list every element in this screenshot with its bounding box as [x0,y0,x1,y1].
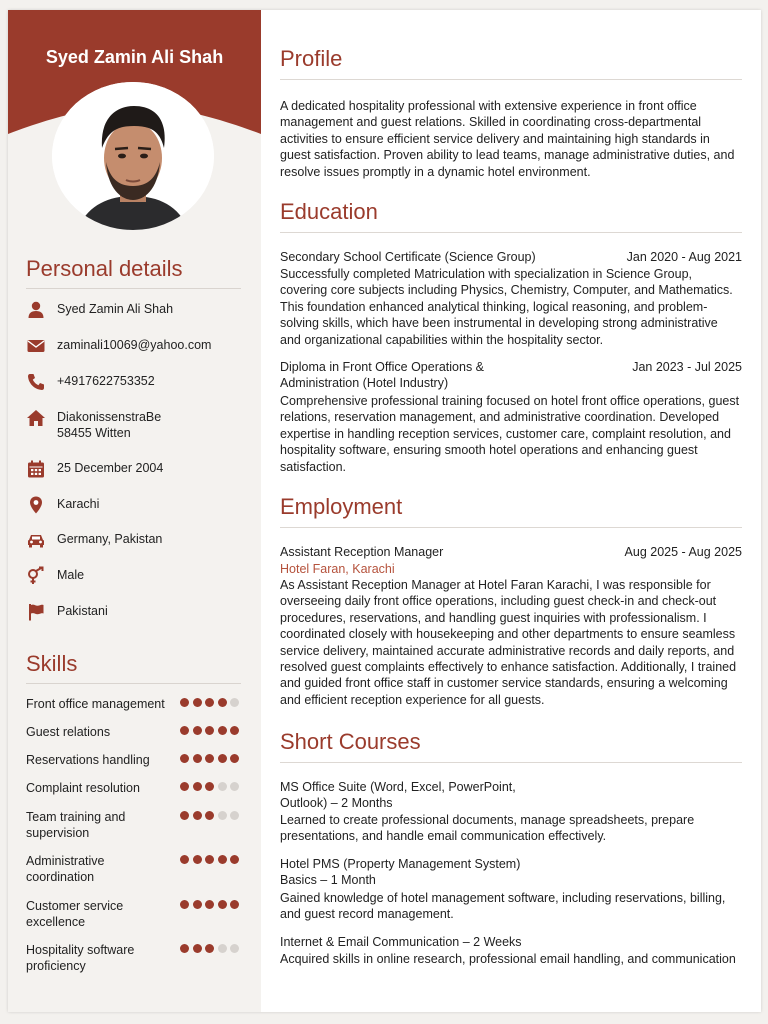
education-title-1: Secondary School Certificate (Science Group) [280,250,536,264]
divider [280,762,742,763]
divider [26,683,241,684]
course-title-1: MS Office Suite (Word, Excel, PowerPoint, Outlook) – 2 Months [280,780,516,811]
course-title-3: Internet & Email Communication – 2 Weeks [280,935,522,949]
rating-dot-filled [193,726,202,735]
rating-dot-filled [193,811,202,820]
rating-dot-filled [218,726,227,735]
rating-dot-empty [218,782,227,791]
personal-name-item: Syed Zamin Ali Shah [26,300,251,320]
skill-rating [180,900,243,909]
rating-dot-filled [230,900,239,909]
skill-item: Administrative coordination [26,853,251,885]
divider [26,288,241,289]
course-text-2: Gained knowledge of hotel management software, including reservations, billing, and guest record management. [280,891,726,922]
divider [280,527,742,528]
rating-dot-filled [218,855,227,864]
employment-role: Assistant Reception Manager [280,545,444,559]
rating-dot-filled [230,726,239,735]
course-text-3: Acquired skills in online research, professional email handling, and communication [280,952,736,966]
rating-dot-empty [230,698,239,707]
profile-photo [52,82,214,230]
rating-dot-filled [205,726,214,735]
rating-dot-filled [180,811,189,820]
personal-birthplace-item: Karachi [26,495,251,515]
rating-dot-filled [205,811,214,820]
skill-rating [180,726,243,735]
employment-entry-head [280,544,742,560]
rating-dot-filled [230,855,239,864]
employment-text: As Assistant Reception Manager at Hotel Faran Karachi, I was responsible for overseeing daily front office operations, including guest check-in and check-out procedures, reservations, and handling guest inquiries with professionalism. I coordinated closely with housekeeping and other departments to ensure seamless service delivery, maintained accurate administrative records and daily reports, and resolved guest complaints effectively to enhance satisfaction. Additionally, I trained and guided front office staff in customer service standards, ensuring a welcoming and efficient reception experience for all guests. [280,578,737,707]
profile-title: Profile [280,46,343,71]
employment-employer: Hotel Faran, Karachi [280,562,395,576]
rating-dot-empty [230,782,239,791]
rating-dot-filled [205,900,214,909]
education-date-1: Jan 2020 - Aug 2021 [626,250,742,264]
personal-nationality-item: Pakistani [26,602,251,622]
phone-icon [26,372,46,392]
calendar-icon [26,459,46,479]
resume-page [8,10,761,1012]
location-pin-icon [26,495,46,515]
skill-item: Reservations handling [26,752,251,768]
education-entry-head [280,359,742,392]
rating-dot-filled [180,782,189,791]
rating-dot-filled [193,754,202,763]
rating-dot-filled [205,698,214,707]
rating-dot-filled [180,754,189,763]
rating-dot-filled [205,782,214,791]
rating-dot-empty [218,811,227,820]
rating-dot-filled [193,698,202,707]
skill-item: Complaint resolution [26,780,251,796]
courses-title: Short Courses [280,729,421,754]
course-title-2: Hotel PMS (Property Management System) Basics – 1 Month [280,857,521,888]
profile-text: A dedicated hospitality professional with extensive experience in front office management and guest relations. Skilled in coordinating cross-departmental activities to ensure efficient service delivery and maintaining high standards in guest satisfaction. Proven ability to lead teams, manage administrative duties, and resolve issues promptly in a dynamic hotel environment. [280,99,735,179]
skill-rating [180,944,243,953]
skill-item: Customer service excellence [26,898,251,930]
personal-email-item[interactable]: zaminali10069@yahoo.com [26,336,251,356]
skill-rating [180,811,243,820]
skill-item: Hospitality software proficiency [26,942,251,974]
skill-rating [180,754,243,763]
education-text-1: Successfully completed Matriculation with specialization in Science Group, covering core subjects including Physics, Chemistry, Computer, and Mathematics. This foundation enhanced analytical thinking, logical reasoning, and problem-solving skills, which have been instrumental in developing strong administrative and organizational capabilities within the hospitality sector. [280,267,733,347]
skill-item: Guest relations [26,724,251,740]
rating-dot-filled [230,754,239,763]
rating-dot-filled [218,900,227,909]
rating-dot-empty [218,944,227,953]
divider [280,232,742,233]
skill-rating [180,855,243,864]
personal-address-item: DiakonissenstraBe 58455 Witten [26,408,251,441]
rating-dot-filled [180,900,189,909]
flag-icon [26,602,46,622]
rating-dot-filled [180,944,189,953]
personal-license-item: Germany, Pakistan [26,530,251,550]
sidebar [8,10,261,1012]
rating-dot-filled [193,855,202,864]
education-text-2: Comprehensive professional training focused on hotel front office operations, guest relations, reservation management, and administrative coordination. Developed expertise in handling reception services, customer care, complaint resolution, and hospitality software, ensuring smooth hotel operations and enhancing guest satisfaction. [280,394,740,474]
personal-birthdate-item: 25 December 2004 [26,459,251,479]
rating-dot-filled [218,698,227,707]
rating-dot-filled [180,698,189,707]
candidate-name: Syed Zamin Ali Shah [45,47,224,67]
personal-gender-item: Male [26,566,251,586]
employment-date: Aug 2025 - Aug 2025 [624,545,742,559]
skills-title: Skills [26,651,78,676]
personal-phone-item[interactable]: +4917622753352 [26,372,251,392]
gender-icon [26,566,46,586]
rating-dot-empty [230,811,239,820]
envelope-icon [26,336,46,356]
rating-dot-filled [193,900,202,909]
home-icon [26,408,46,428]
employment-title: Employment [280,494,403,519]
rating-dot-filled [180,855,189,864]
person-icon [26,300,46,320]
skill-rating [180,698,243,707]
rating-dot-empty [230,944,239,953]
divider [280,79,742,80]
car-icon [26,530,46,550]
education-title-2: Diploma in Front Office Operations & Administration (Hotel Industry) [280,360,485,391]
rating-dot-filled [205,754,214,763]
course-text-1: Learned to create professional documents, manage spreadsheets, prepare presentations, and handle email communication effectively. [280,813,695,844]
skill-item: Team training and supervision [26,809,251,841]
skill-rating [180,782,243,791]
personal-details-title: Personal details [26,256,183,281]
skill-item: Front office management [26,696,251,712]
rating-dot-filled [218,754,227,763]
rating-dot-filled [193,782,202,791]
rating-dot-filled [205,855,214,864]
education-entry-head [280,249,742,265]
rating-dot-filled [193,944,202,953]
rating-dot-filled [205,944,214,953]
education-date-2: Jan 2023 - Jul 2025 [632,360,742,374]
rating-dot-filled [180,726,189,735]
education-title: Education [280,199,378,224]
